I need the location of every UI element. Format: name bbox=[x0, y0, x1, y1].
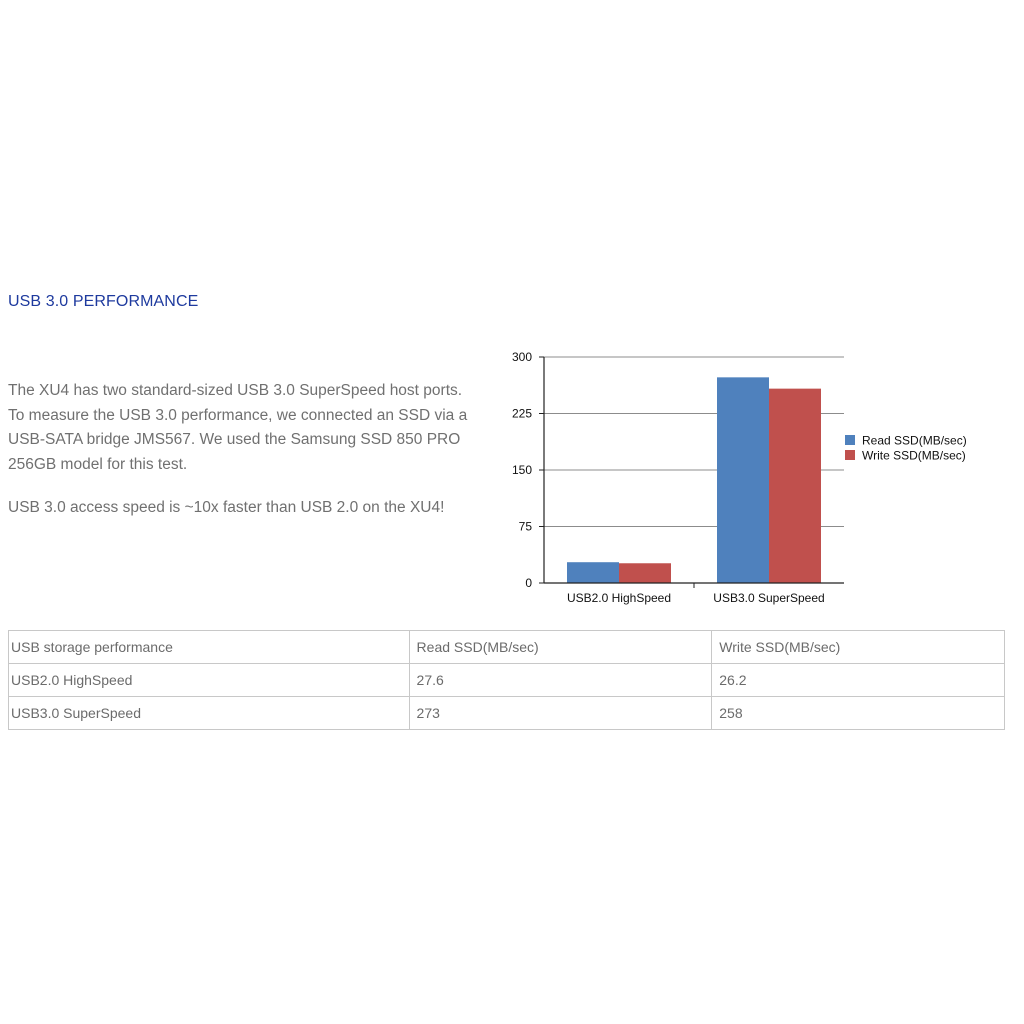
table-row bbox=[9, 664, 1005, 697]
y-tick-label: 0 bbox=[525, 576, 532, 590]
bar bbox=[769, 389, 821, 583]
x-tick-label: USB3.0 SuperSpeed bbox=[713, 591, 825, 605]
table-header-cell: Write SSD(MB/sec) bbox=[712, 631, 1005, 664]
speed-note: USB 3.0 access speed is ~10x faster than USB 2.0 on the XU4! bbox=[8, 499, 445, 516]
legend-swatch bbox=[845, 435, 855, 445]
table-cell: 26.2 bbox=[712, 664, 1005, 697]
table-row bbox=[9, 697, 1005, 730]
bar bbox=[717, 377, 769, 583]
legend-swatch bbox=[845, 450, 855, 460]
performance-table bbox=[8, 630, 1005, 730]
table-header-row bbox=[9, 631, 1005, 664]
section-heading: USB 3.0 PERFORMANCE bbox=[8, 293, 199, 310]
table-header-cell: USB storage performance bbox=[9, 631, 410, 664]
y-tick-label: 225 bbox=[511, 406, 532, 421]
table-cell: USB2.0 HighSpeed bbox=[9, 664, 410, 697]
y-tick-label: 150 bbox=[511, 463, 532, 477]
table-cell: 273 bbox=[409, 697, 712, 730]
bar bbox=[619, 563, 671, 583]
bar bbox=[567, 562, 619, 583]
legend-label: Read SSD(MB/sec) bbox=[862, 433, 967, 448]
y-tick-label: 300 bbox=[511, 350, 532, 364]
intro-paragraph: The XU4 has two standard-sized USB 3.0 SuperSpeed host ports. To measure the USB 3.0 performance, we connected an SSD via a USB-SATA bridge JMS567. We used the Samsung SSD 850 PRO 256GB model for this test. bbox=[8, 382, 468, 473]
table-cell: 258 bbox=[712, 697, 1005, 730]
table-cell: 27.6 bbox=[409, 664, 712, 697]
table-cell: USB3.0 SuperSpeed bbox=[9, 697, 410, 730]
x-tick-label: USB2.0 HighSpeed bbox=[566, 591, 672, 605]
table-header-cell: Read SSD(MB/sec) bbox=[409, 631, 712, 664]
legend-label: Write SSD(MB/sec) bbox=[862, 448, 966, 463]
y-tick-label: 75 bbox=[518, 519, 532, 534]
usb-performance-chart bbox=[490, 340, 990, 615]
